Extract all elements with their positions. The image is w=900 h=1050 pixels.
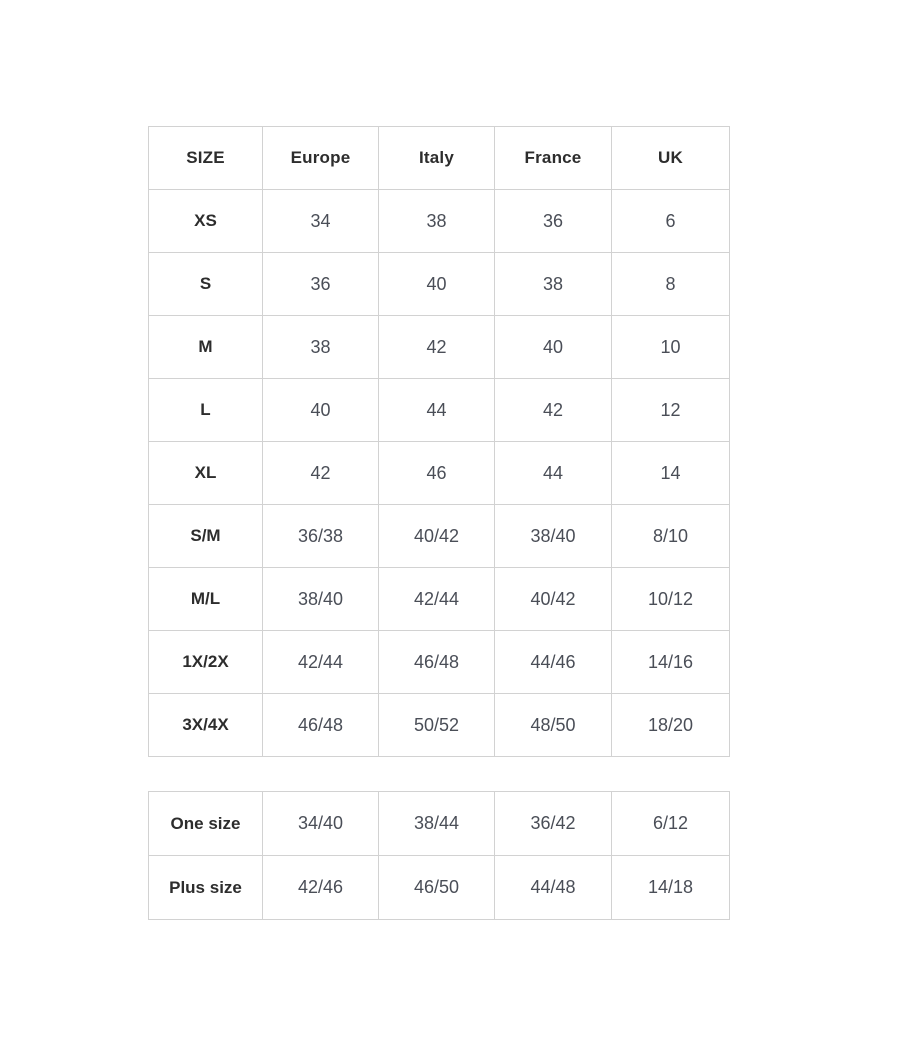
table-cell: 46/50	[379, 856, 495, 920]
table-row	[149, 792, 730, 856]
table-row	[149, 253, 730, 316]
table-cell: 38/44	[379, 792, 495, 856]
table-cell: 36	[495, 190, 612, 253]
row-label: L	[149, 379, 263, 442]
table-cell: 38/40	[263, 568, 379, 631]
row-label: XS	[149, 190, 263, 253]
table-row	[149, 190, 730, 253]
table-cell: 40	[495, 316, 612, 379]
table-cell: 34	[263, 190, 379, 253]
table-cell: 48/50	[495, 694, 612, 757]
table-cell: 40/42	[495, 568, 612, 631]
row-label: S/M	[149, 505, 263, 568]
table-cell: 6	[612, 190, 730, 253]
table-row	[149, 316, 730, 379]
header-row	[149, 127, 730, 190]
row-label: 1X/2X	[149, 631, 263, 694]
table-cell: 34/40	[263, 792, 379, 856]
table-cell: 40	[379, 253, 495, 316]
row-label: M/L	[149, 568, 263, 631]
table-cell: 6/12	[612, 792, 730, 856]
table-cell: 46	[379, 442, 495, 505]
table-cell: 44/46	[495, 631, 612, 694]
table-cell: 42/46	[263, 856, 379, 920]
table-cell: 36	[263, 253, 379, 316]
table-cell: 36/42	[495, 792, 612, 856]
table-row	[149, 694, 730, 757]
table-cell: 36/38	[263, 505, 379, 568]
table-row	[149, 442, 730, 505]
table-cell: 10/12	[612, 568, 730, 631]
size-conversion-table	[148, 126, 730, 757]
table-cell: 18/20	[612, 694, 730, 757]
special-sizes-table	[148, 791, 730, 920]
table-cell: 50/52	[379, 694, 495, 757]
table-cell: 8	[612, 253, 730, 316]
table-cell: 38/40	[495, 505, 612, 568]
table-row	[149, 505, 730, 568]
header-size: SIZE	[149, 127, 263, 190]
table-cell: 38	[263, 316, 379, 379]
row-label: XL	[149, 442, 263, 505]
table-cell: 42	[379, 316, 495, 379]
header-france: France	[495, 127, 612, 190]
table-cell: 38	[379, 190, 495, 253]
row-label: S	[149, 253, 263, 316]
table-cell: 14/16	[612, 631, 730, 694]
table-cell: 38	[495, 253, 612, 316]
row-label: One size	[149, 792, 263, 856]
table-cell: 8/10	[612, 505, 730, 568]
table-cell: 46/48	[379, 631, 495, 694]
header-europe: Europe	[263, 127, 379, 190]
table-cell: 40/42	[379, 505, 495, 568]
table-cell: 46/48	[263, 694, 379, 757]
header-uk: UK	[612, 127, 730, 190]
table-cell: 42	[495, 379, 612, 442]
table-cell: 44/48	[495, 856, 612, 920]
table-cell: 40	[263, 379, 379, 442]
table-cell: 12	[612, 379, 730, 442]
table-row	[149, 568, 730, 631]
header-italy: Italy	[379, 127, 495, 190]
table-cell: 42	[263, 442, 379, 505]
table-cell: 14	[612, 442, 730, 505]
size-chart-section	[148, 126, 729, 920]
table-row	[149, 631, 730, 694]
row-label: 3X/4X	[149, 694, 263, 757]
row-label: Plus size	[149, 856, 263, 920]
table-row	[149, 856, 730, 920]
table-cell: 44	[379, 379, 495, 442]
table-cell: 42/44	[263, 631, 379, 694]
table-cell: 44	[495, 442, 612, 505]
table-row	[149, 379, 730, 442]
table-cell: 10	[612, 316, 730, 379]
table-cell: 14/18	[612, 856, 730, 920]
row-label: M	[149, 316, 263, 379]
table-cell: 42/44	[379, 568, 495, 631]
